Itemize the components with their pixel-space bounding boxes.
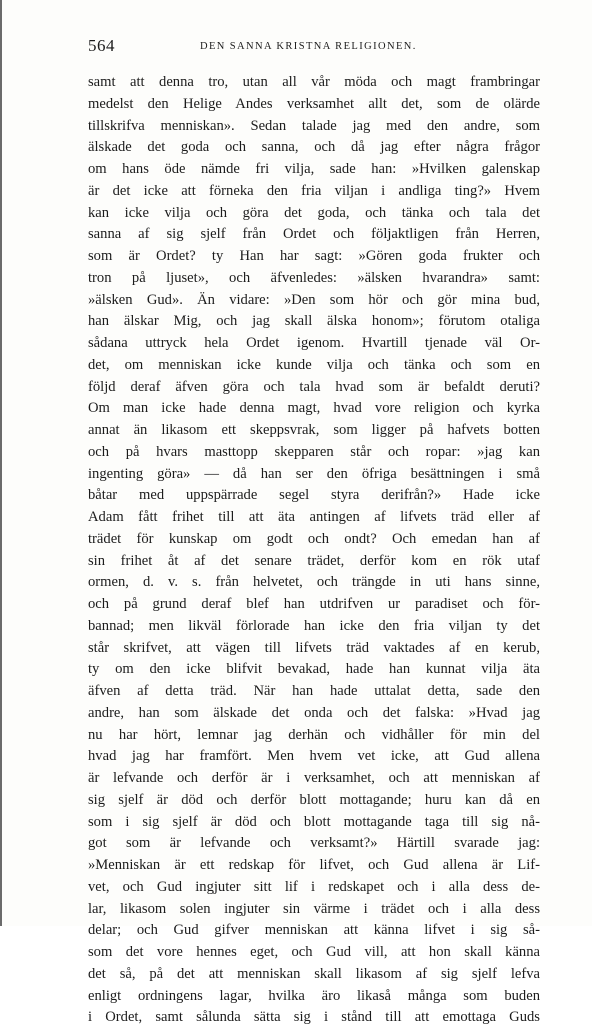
text-line: samt att denna tro, utan all vår möda och magt frambringar [88, 74, 540, 90]
text-line: lar, likasom solen ingjuter sin värme i trädet och i alla dess [88, 900, 540, 917]
text-line: i Ordet, samt sålunda sätta sig i stånd till att emottaga Guds [88, 1009, 540, 1026]
text-line: hvad jag har framfört. Men hvem vet icke, att Gud allena [88, 748, 540, 765]
text-line: enligt ordningens lagar, hvilka äro likaså många som buden [88, 987, 540, 1004]
text-line: sig sjelf är död och derför blott mottagande; huru kan då en [88, 791, 540, 808]
text-line: »Menniskan är ett redskap för lifvet, och Gud allena är Lif- [88, 857, 540, 873]
text-line: båtar med uppspärrade segel styra derifrån?» Hade icke [88, 487, 540, 504]
text-line: tron på ljuset», och äfvenledes: »älsken hvarandra» samt: [88, 269, 540, 286]
text-line: tillskrifva menniskan». Sedan talade jag med den andre, som [88, 117, 540, 134]
text-line: kan icke vilja och göra det goda, och tänka och tala det [88, 204, 540, 221]
running-head: DEN SANNA KRISTNA RELIGIONEN. [200, 41, 417, 52]
text-line: och på grund deraf blef han utdrifven ur paradiset och för- [88, 596, 540, 612]
text-line: »älsken Gud». Än vidare: »Den som hör och gör mina bud, [88, 291, 540, 308]
page-number: 564 [88, 36, 115, 55]
text-line: sanna af sig sjelf från Ordet och följaktligen från Herren, [88, 226, 540, 243]
text-line: som det vore hennes eget, och Gud vill, att hon skall känna [88, 944, 540, 960]
text-line: är lefvande och derför är i verksamhet, och att menniskan af [88, 770, 540, 786]
text-line: Om man icke hade denna magt, hvad vore religion och kyrka [88, 400, 540, 417]
text-line: ty om den icke blifvit bevakad, hade han kunnat vilja äta [88, 661, 540, 678]
text-line: annat än likasom ett skeppsvrak, som ligger på hafvets botten [88, 422, 540, 438]
text-line: det, om menniskan icke kunde vilja och tänka och som en [88, 356, 540, 373]
text-line: följd deraf äfven göra och tala hvad som är befaldt deruti? [88, 378, 540, 395]
text-line: sin frihet åt af det senare trädet, derför kom en rök utaf [88, 552, 540, 569]
text-line: som är Ordet? ty Han har sagt: »Gören goda frukter och [88, 248, 540, 264]
text-line: nu har hört, lemnar jag derhän och vidhåller för min del [88, 726, 540, 743]
text-line: vet, och Gud ingjuter sitt lif i redskapet och i alla dess de- [88, 878, 540, 895]
text-line: got som är lefvande och verksamt?» Härtill svarade jag: [88, 835, 540, 852]
text-line: han älskar Mig, och jag skall älska honom»; förutom otaliga [88, 313, 540, 330]
text-line: om hans öde nämde fri vilja, sade han: »Hvilken galenskap [88, 161, 540, 177]
text-line: och på hvars masttopp skepparen står och ropar: »jag kan [88, 443, 540, 460]
text-line: delar; och Gud gifver menniskan att känna lifvet i sig så- [88, 922, 540, 939]
text-line: ormen, d. v. s. från helvetet, och trängde in uti hans sinne, [88, 574, 540, 591]
text-line: medelst den Helige Andes verksamhet allt det, som de olärde [88, 95, 540, 112]
text-line: Adam fått frihet till att äta antingen af lifvets träd eller af [88, 509, 540, 525]
text-line: det så, på det att menniskan skall likasom af sig sjelf lefva [88, 965, 540, 982]
text-line: är det icke att förneka den fria viljan i andliga ting?» Hvem [88, 182, 540, 199]
text-line: som i sig sjelf är död och blott mottagande taga till sig nå- [88, 813, 540, 830]
text-line: äfven af detta träd. När han hade uttalat detta, sade den [88, 683, 540, 699]
body-text [88, 72, 540, 1029]
page-header [88, 36, 540, 56]
text-line: står skrifvet, att vägen till lifvets träd vaktades af en kerub, [88, 639, 540, 656]
text-line: bannad; men likväl förlorade han icke den fria viljan ty det [88, 617, 540, 634]
text-line: sådana uttryck hela Ordet igenom. Hvartill tjenade väl Or- [88, 335, 540, 351]
text-line: trädet för kunskap om godt och ondt? Och emedan han af [88, 530, 540, 547]
text-line: ingenting göra» — då han ser den öfriga besättningen i små [88, 465, 540, 482]
text-line: älskade det goda och sanna, och då jag efter några frågor [88, 139, 540, 156]
text-line: andre, han som älskade det onda och det falska: »Hvad jag [88, 704, 540, 721]
scan-edge [0, 0, 2, 926]
